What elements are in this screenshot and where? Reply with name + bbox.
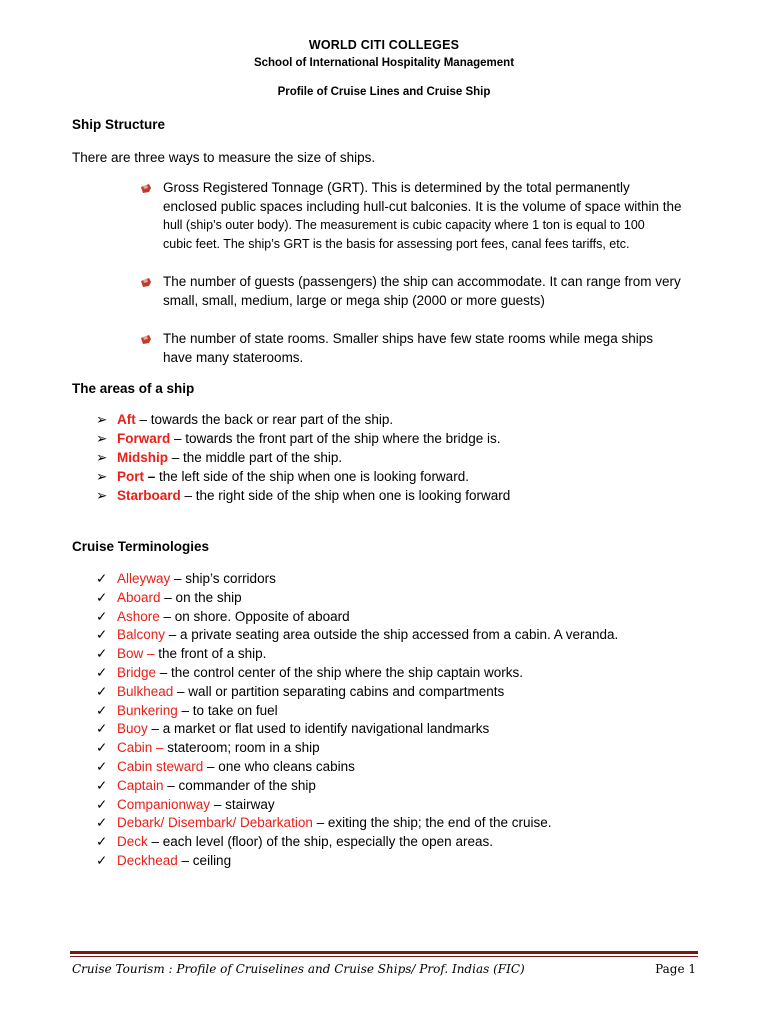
structure-bullet-staterooms: The number of state rooms. Smaller ships have few state rooms while mega ships have many staterooms. [163, 331, 653, 365]
term-item [96, 663, 523, 682]
term-item [96, 813, 552, 832]
term-definition: – a private seating area outside the ship accessed from a cabin. A veranda. [165, 627, 619, 643]
term-definition: – the control center of the ship where the ship captain works. [156, 665, 523, 680]
term-item [96, 644, 266, 663]
structure-bullet-guests: The number of guests (passengers) the ship can accommodate. It can range from very small, small, medium, large or mega ship (2000 or more guests) [163, 274, 681, 308]
footer-rule-thin [70, 956, 698, 957]
ship-bullet-icon [140, 276, 152, 288]
ship-bullet-icon [140, 333, 152, 345]
checkmark-icon: ✓ [96, 834, 108, 850]
term-definition: – exiting the ship; the end of the cruise. [312, 815, 552, 831]
term-item [96, 607, 350, 626]
term-word: Cabin – [117, 740, 164, 756]
term-word: Bow – [117, 646, 155, 662]
term-definition: the front of a ship. [154, 646, 267, 662]
term-word: Deck [117, 834, 148, 850]
checkmark-icon: ✓ [96, 796, 108, 812]
term-definition: – commander of the ship [163, 777, 316, 793]
term-item [96, 719, 489, 738]
term-definition: – each level (floor) of the ship, especially the open areas. [147, 834, 493, 850]
term-definition: – wall or partition separating cabins and compartments [173, 683, 505, 699]
term-item [96, 569, 276, 588]
checkmark-icon: ✓ [96, 759, 108, 774]
term-item [96, 588, 242, 607]
area-item-forward: ➢ Forward – towards the front part of the ship where the bridge is. [96, 431, 501, 446]
document-title: Profile of Cruise Lines and Cruise Ship [277, 86, 491, 98]
term-item [96, 757, 355, 776]
term-word: Deckhead [117, 853, 178, 868]
checkmark-icon: ✓ [96, 777, 108, 793]
term-definition: stateroom; room in a ship [163, 740, 320, 756]
section-heading-ship-structure: Ship Structure [72, 117, 166, 132]
term-word: Cabin steward [117, 759, 204, 774]
org-name: WORLD CITI COLLEGES [308, 38, 460, 52]
area-item-midship: ➢ Midship – the middle part of the ship. [96, 450, 343, 465]
term-word: Aboard [117, 589, 161, 605]
term-definition: – on the ship [160, 589, 242, 605]
term-word: Bridge [117, 665, 157, 680]
ship-bullet-icon [140, 182, 152, 194]
checkmark-icon: ✓ [96, 815, 108, 831]
area-item-starboard: ➢ Starboard – the right side of the ship when one is looking forward [96, 488, 511, 503]
term-word: Buoy [117, 721, 148, 737]
term-item [96, 682, 504, 701]
section-heading-terminologies: Cruise Terminologies [72, 539, 210, 554]
arrowhead-icon: ➢ [96, 412, 108, 427]
footer-rule-thick [70, 951, 698, 954]
term-definition: – ceiling [177, 853, 232, 868]
intro-paragraph: There are three ways to measure the size of ships. [72, 150, 376, 165]
term-word: Alleyway [117, 571, 171, 586]
term-item [96, 832, 493, 851]
area-item-aft: ➢ Aft – towards the back or rear part of the ship. [96, 412, 394, 427]
arrowhead-icon: ➢ [96, 469, 108, 484]
checkmark-icon: ✓ [96, 589, 108, 605]
term-definition: – a market or flat used to identify navigational landmarks [147, 721, 490, 737]
term-word: Ashore [117, 608, 160, 624]
term-definition: – one who cleans cabins [203, 759, 355, 774]
term-item [96, 851, 231, 870]
arrowhead-icon: ➢ [96, 450, 108, 465]
checkmark-icon: ✓ [96, 683, 108, 699]
term-definition: – stairway [210, 796, 275, 812]
term-item [96, 701, 278, 720]
checkmark-icon: ✓ [96, 646, 108, 662]
arrowhead-icon: ➢ [96, 488, 108, 503]
checkmark-icon: ✓ [96, 665, 108, 680]
term-word: Companionway [117, 796, 211, 812]
footer-title: Cruise Tourism : Profile of Cruiselines and Cruise Ships/ Prof. Indias (FIC) [72, 962, 525, 976]
term-word: Balcony [117, 627, 166, 643]
structure-bullet-grt: Gross Registered Tonnage (GRT). This is determined by the total permanently enclosed public spaces including hull-cut balconies. It is the volume of space within the hull (ship’s outer body). The measurement is cubic capacity where 1 ton is equal to 100 cubic feet. The ship’s GRT is the basis for assessing port fees, canal fees tariffs, etc. [163, 180, 682, 251]
term-item [96, 776, 316, 795]
school-name: School of International Hospitality Management [253, 57, 515, 69]
checkmark-icon: ✓ [96, 721, 108, 737]
checkmark-icon: ✓ [96, 853, 108, 868]
checkmark-icon: ✓ [96, 608, 108, 624]
checkmark-icon: ✓ [96, 740, 108, 756]
checkmark-icon: ✓ [96, 571, 108, 586]
section-heading-areas: The areas of a ship [72, 381, 195, 396]
term-definition: – to take on fuel [177, 702, 278, 718]
term-word: Debark/ Disembark/ Debarkation [117, 815, 313, 831]
term-definition: – on shore. Opposite of aboard [159, 608, 350, 624]
arrowhead-icon: ➢ [96, 431, 108, 446]
term-item [96, 795, 275, 814]
term-item [96, 625, 618, 644]
term-word: Captain [117, 777, 164, 793]
term-item [96, 738, 320, 757]
term-definition: – ship’s corridors [170, 571, 276, 586]
checkmark-icon: ✓ [96, 702, 108, 718]
checkmark-icon: ✓ [96, 627, 108, 643]
area-item-port: ➢ Port – the left side of the ship when one is looking forward. [96, 469, 469, 484]
page-number: Page 1 [655, 962, 696, 976]
term-word: Bulkhead [117, 683, 174, 699]
term-word: Bunkering [117, 702, 178, 718]
